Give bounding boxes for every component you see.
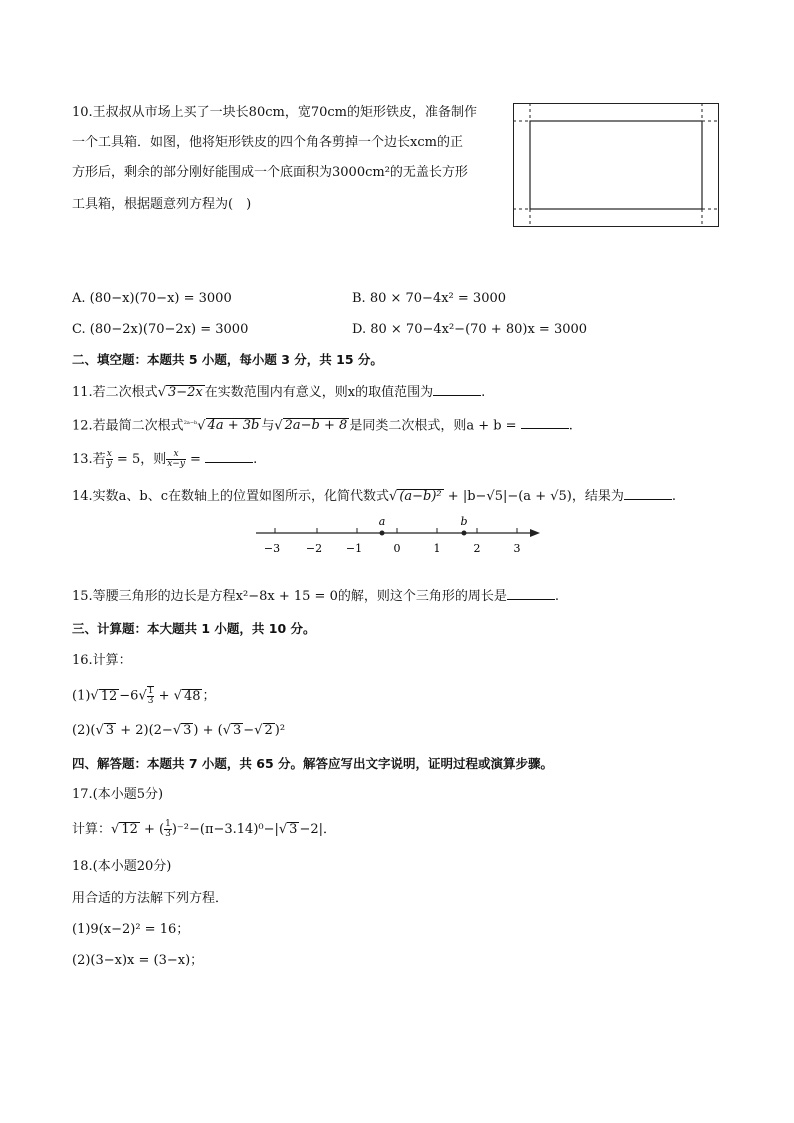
q16-p1-radicand-2: 48 bbox=[183, 688, 201, 704]
q16-p2-text-e: )² bbox=[274, 723, 286, 738]
q17-radicand-2: 3 bbox=[289, 822, 298, 837]
q16-p1-text-c: + bbox=[154, 688, 174, 704]
q11-answer-blank[interactable] bbox=[433, 383, 481, 396]
section-4-heading: 四、解答题：本题共 7 小题，共 65 分。解答应写出文字说明，证明过程或演算步骤。 bbox=[72, 756, 554, 771]
q17-text-a: 计算： bbox=[72, 822, 112, 837]
q16-p1-end: ； bbox=[202, 688, 216, 704]
q17-frac-num: 1 bbox=[165, 819, 171, 829]
q17-fraction bbox=[164, 820, 172, 839]
q13-text-c: = bbox=[185, 452, 206, 467]
q11-text-a: 11.若二次根式 bbox=[72, 385, 158, 400]
q17-title: 17.(本小题5分) bbox=[72, 787, 164, 802]
q11: 11.若二次根式√ 3−2x 在实数范围内有意义，则x的取值范围为 . bbox=[72, 385, 486, 400]
q17-radicand-1: 12 bbox=[121, 822, 138, 837]
q10-option-b: B. 80 × 70−4x² = 3000 bbox=[352, 291, 507, 306]
tick-label: −1 bbox=[345, 542, 363, 555]
tick-label: 3 bbox=[513, 542, 521, 555]
q12-radicand-1: 4a + 3b bbox=[207, 418, 260, 434]
q13-text-a: 13.若 bbox=[72, 452, 106, 467]
q16-p1-label: (1) bbox=[72, 688, 91, 704]
q16-p1-frac-den: 3 bbox=[147, 696, 154, 706]
q16-p2-text-a: (2)( bbox=[72, 723, 96, 738]
q16-part-2: (2)(√ 3 + 2)(2−√ 3 ) + (√ 3 −√ 2 )² bbox=[72, 723, 286, 738]
q17-text-c: )⁻²−(π−3.14)⁰−| bbox=[171, 822, 279, 837]
q18-part-2: (2)(3−x)x = (3−x)； bbox=[72, 953, 204, 968]
q13-fraction-1 bbox=[106, 450, 113, 469]
q16-p1-radicand-1: 12 bbox=[100, 688, 118, 704]
q16-p2-text-b: + 2)(2− bbox=[116, 723, 173, 738]
q12-answer-blank[interactable] bbox=[521, 416, 569, 429]
q12-radicand-2: 2a−b + 8 bbox=[284, 418, 348, 434]
q16-title: 16.计算： bbox=[72, 653, 132, 668]
q16-p1-frac-num: 1 bbox=[147, 686, 154, 696]
q16-p2-radicand-4: 2 bbox=[264, 723, 273, 738]
q13-fraction-2 bbox=[166, 450, 186, 469]
q15 bbox=[72, 587, 559, 606]
q12-text-a: 12.若最简二次根式 bbox=[72, 418, 184, 434]
q10-option-c: C. (80−2x)(70−2x) = 3000 bbox=[72, 322, 249, 337]
q18-description: 用合适的方法解下列方程． bbox=[72, 891, 229, 906]
q14-text-a: 14.实数a、b、c在数轴上的位置如图所示，化简代数式 bbox=[72, 489, 390, 504]
point-a-label: a bbox=[378, 515, 386, 528]
q13-end: . bbox=[253, 452, 258, 467]
section-2-heading: 二、填空题：本题共 5 小题，每小题 3 分，共 15 分。 bbox=[72, 352, 383, 367]
tick-label: 1 bbox=[433, 542, 441, 555]
q13 bbox=[72, 450, 257, 469]
q13-f2-den: x−y bbox=[167, 459, 185, 469]
tick-label: −2 bbox=[305, 542, 323, 555]
q16-p2-text-c: ) + ( bbox=[193, 723, 223, 738]
q10-line4: 工具箱，根据题意列方程为( ) bbox=[72, 197, 252, 212]
q15-text: 15.等腰三角形的边长是方程x²−8x + 15 = 0的解，则这个三角形的周长是 bbox=[72, 589, 507, 604]
point-b-dot bbox=[462, 531, 467, 536]
q17-expression: 计算：√ 12 + ( $\frac{1}{3}$ )⁻²−(π−3.14)⁰−|√ 3 −2|． bbox=[72, 819, 336, 839]
q12-end: . bbox=[568, 418, 573, 434]
q11-end: . bbox=[481, 385, 486, 400]
q10-line2: 一个工具箱．如图，他将矩形铁皮的四个角各剪掉一个边长xcm的正 bbox=[72, 135, 463, 150]
q13-f1-den: y bbox=[106, 459, 112, 469]
q14-radicand: (a−b)² bbox=[399, 489, 442, 504]
q11-radicand: 3−2x bbox=[167, 385, 203, 400]
q12: 12.若最简二次根式$^{2a-b}$√ 4a + 3b 与√ 2a−b + 8 是同类二次根式，则a + b = . bbox=[72, 418, 573, 434]
q14: 14.实数a、b、c在数轴上的位置如图所示，化简代数式√ (a−b)² + |b−√5|−(a + √5)，结果为 . bbox=[72, 489, 676, 504]
q15-answer-blank[interactable] bbox=[507, 587, 555, 600]
q16-p2-radicand-2: 3 bbox=[183, 723, 192, 738]
q16-p2-radicand-1: 3 bbox=[105, 723, 115, 738]
q16-p1-text-b: −6 bbox=[119, 688, 139, 704]
q17-frac-den: 3 bbox=[165, 829, 171, 839]
q12-text-b: 与 bbox=[261, 418, 275, 434]
section-3-heading: 三、计算题：本大题共 1 小题，共 10 分。 bbox=[72, 621, 316, 636]
q13-answer-blank[interactable] bbox=[205, 450, 253, 463]
point-a-dot bbox=[380, 531, 385, 536]
q16-p2-text-d: − bbox=[243, 723, 255, 738]
q18-part-1: (1)9(x−2)² = 16； bbox=[72, 922, 190, 937]
q16-p2-radicand-3: 3 bbox=[233, 723, 242, 738]
q16-part-1: (1)√ 12 −6√ $\frac{1}{3}$ + √ 48 ； bbox=[72, 686, 216, 706]
q13-f2-num: x bbox=[166, 450, 186, 460]
q17-text-b: + ( bbox=[139, 822, 165, 837]
q10-option-d: D. 80 × 70−4x²−(70 + 80)x = 3000 bbox=[352, 322, 588, 337]
q10-line1: 10.王叔叔从市场上买了一块长80cm，宽70cm的矩形铁皮，准备制作 bbox=[72, 105, 477, 120]
q12-text-c: 是同类二次根式，则a + b = bbox=[349, 418, 521, 434]
q14-answer-blank[interactable] bbox=[624, 487, 672, 500]
q10-option-a: A. (80−x)(70−x) = 3000 bbox=[72, 291, 232, 306]
tick-label: 0 bbox=[393, 542, 401, 555]
tick-label: −3 bbox=[263, 542, 281, 555]
number-line bbox=[250, 514, 550, 560]
q13-f1-num: x bbox=[106, 449, 112, 459]
q18-title: 18.(本小题20分) bbox=[72, 859, 172, 874]
q15-end: . bbox=[554, 589, 559, 604]
q13-text-b: = 5，则 bbox=[112, 452, 167, 467]
sheet-figure bbox=[513, 103, 719, 227]
q17-text-d: −2|． bbox=[299, 822, 336, 837]
q11-text-b: 在实数范围内有意义，则x的取值范围为 bbox=[204, 385, 434, 400]
tick-label: 2 bbox=[473, 542, 481, 555]
q12-root-index: 2a−b bbox=[183, 420, 198, 426]
q14-end: . bbox=[671, 489, 676, 504]
point-b-label: b bbox=[460, 515, 468, 528]
q10-line3: 方形后，剩余的部分刚好能围成一个底面积为3000cm²的无盖长方形 bbox=[72, 165, 468, 180]
q14-text-b: + |b−√5|−(a + √5)，结果为 bbox=[443, 489, 624, 504]
